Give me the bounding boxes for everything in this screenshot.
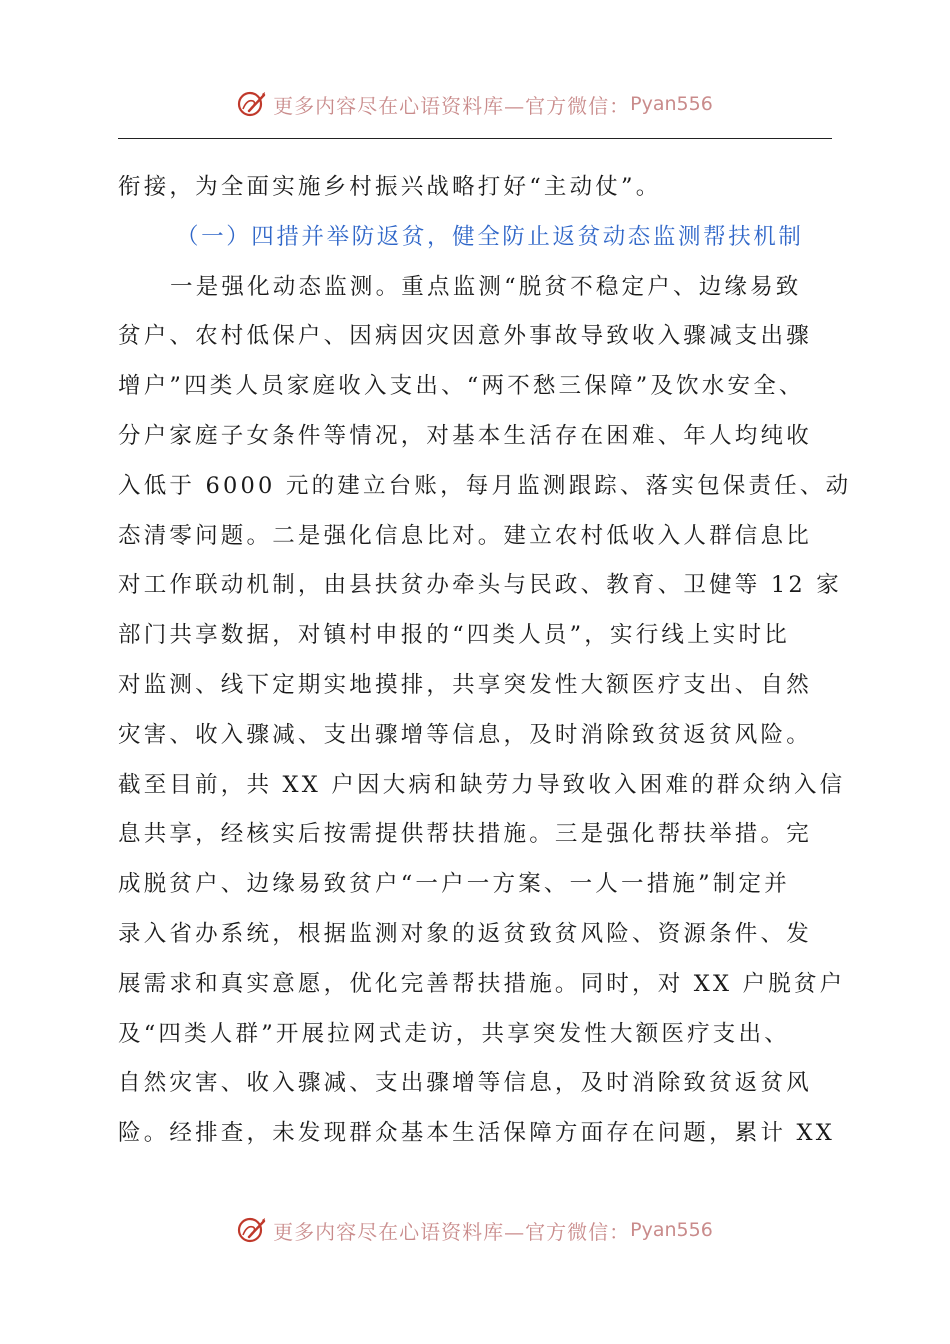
footer-banner [0, 1210, 950, 1250]
paragraph-line: 截至目前，共 XX 户因大病和缺劳力导致收入困难的群众纳入信 [118, 771, 846, 798]
paragraph-line: 灾害、收入骤减、支出骤增等信息，及时消除致贫返贫风险。 [118, 721, 812, 748]
paragraph-line: 息共享，经核实后按需提供帮扶措施。三是强化帮扶举措。完 [118, 821, 812, 848]
pen-logo-icon [237, 89, 267, 119]
paragraph-line: 衔接，为全面实施乡村振兴战略打好“主动仗”。 [118, 174, 662, 200]
document-body [118, 163, 858, 1159]
paragraph-line: 及“四类人群”开展拉网式走访，共享突发性大额医疗支出、 [118, 1020, 790, 1047]
header-banner-text: 更多内容尽在心语资料库—官方微信： [273, 93, 631, 118]
pen-logo-icon [237, 1215, 267, 1245]
paragraph-line: 展需求和真实意愿，优化完善帮扶措施。同时，对 XX 户脱贫户 [118, 970, 846, 997]
paragraph-line: 态清零问题。二是强化信息比对。建立农村低收入人群信息比 [118, 522, 812, 549]
paragraph-line: 部门共享数据，对镇村申报的“四类人员”，实行线上实时比 [118, 622, 790, 649]
footer-banner-text: 更多内容尽在心语资料库—官方微信： [273, 1219, 631, 1244]
section-heading: （一）四措并举防返贫，健全防止返贫动态监测帮扶机制 [176, 223, 804, 250]
paragraph-line: 自然灾害、收入骤减、支出骤增等信息，及时消除致贫返贫风 [118, 1070, 812, 1097]
footer-banner-account: Pyan556 [630, 1219, 713, 1241]
paragraph-line: 成脱贫户、边缘易致贫户“一户一方案、一人一措施”制定并 [118, 871, 790, 898]
header-divider [118, 138, 832, 139]
header-banner [0, 84, 950, 124]
paragraph-line: 增户”四类人员家庭收入支出、“两不愁三保障”及饮水安全、 [118, 373, 805, 400]
paragraph-line: 一是强化动态监测。重点监测“脱贫不稳定户、边缘易致 [170, 273, 802, 300]
paragraph-line: 贫户、农村低保户、因病因灾因意外事故导致收入骤减支出骤 [118, 323, 812, 350]
paragraph-line: 录入省办系统，根据监测对象的返贫致贫风险、资源条件、发 [118, 920, 812, 947]
header-banner-account: Pyan556 [630, 93, 713, 115]
paragraph-line: 对监测、线下定期实地摸排，共享突发性大额医疗支出、自然 [118, 671, 812, 698]
paragraph-line: 分户家庭子女条件等情况，对基本生活存在困难、年人均纯收 [118, 422, 812, 449]
paragraph-line: 对工作联动机制，由县扶贫办牵头与民政、教育、卫健等 12 家 [118, 572, 842, 599]
paragraph-line: 险。经排查，未发现群众基本生活保障方面存在问题，累计 XX [118, 1120, 835, 1147]
paragraph-line: 入低于 6000 元的建立台账，每月监测跟踪、落实包保责任、动 [118, 472, 852, 499]
